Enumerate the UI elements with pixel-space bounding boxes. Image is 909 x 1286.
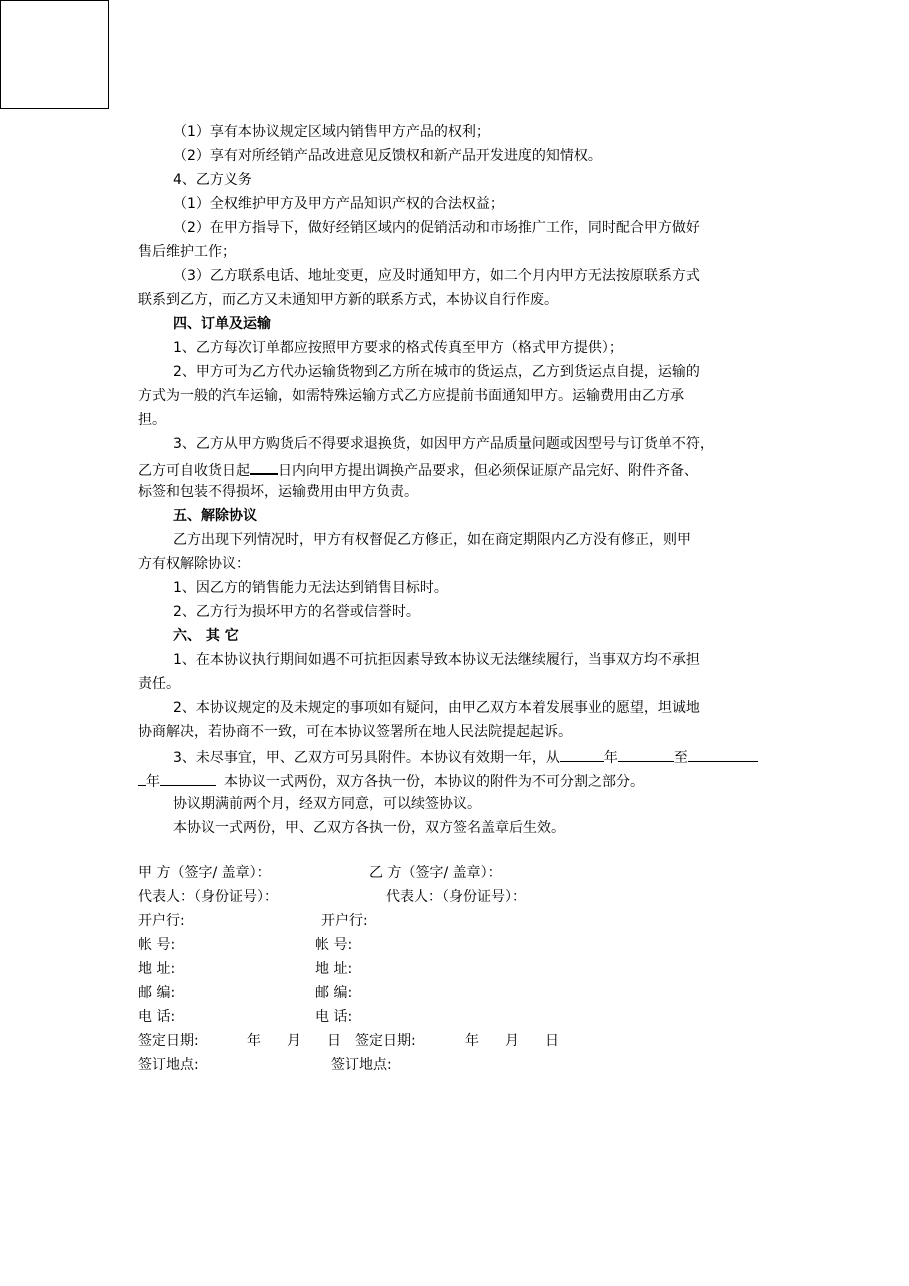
clause-line: 乙方出现下列情况时，甲方有权督促乙方修正，如在商定期限内乙方没有修正，则甲 [173,532,691,548]
clause-line: （1）享有本协议规定区域内销售甲方产品的权利； [173,124,490,140]
date-b-year: 年 [465,1033,479,1049]
place-b-label: 签订地点: [331,1057,392,1073]
rep-b-label: 代表人：（身份证号）： [386,889,526,905]
date-a-day: 日 [327,1033,341,1049]
address-b-label: 地 址: [315,961,353,977]
clause-line: 标签和包装不得损坏，运输费用由甲方负责。 [138,484,418,500]
clause-line: 1、在本协议执行期间如遇不可抗拒因素导致本协议无法继续履行，当事双方均不承担 [173,652,700,668]
clause-line [138,459,698,480]
section-heading: 五、解除协议 [173,508,257,524]
section-heading: 六、 其 它 [173,628,239,644]
clause-line: 协议期满前两个月，经双方同意，可以续签协议。 [173,796,481,812]
clause-line: 3、乙方从甲方购货后不得要求退换货，如因甲方产品质量问题或因型号与订货单不符， [173,436,714,452]
blank-start-year [560,747,604,762]
clause-text: 乙方可自收货日起 [138,463,250,479]
place-a-label: 签订地点: [138,1057,199,1073]
clause-line: 协商解决，若协商不一致，可在本协议签署所在地人民法院提起起诉。 [138,724,572,740]
clause-line [173,747,758,767]
clause-line: （3）乙方联系电话、地址变更，应及时通知甲方，如二个月内甲方无法按原联系方式 [173,268,700,284]
postcode-a-label: 邮 编: [138,985,176,1001]
date-a-month: 月 [287,1033,301,1049]
blank-end-year-tail [138,771,146,786]
blank-start-date [618,747,674,762]
section-heading: 四、订单及运输 [173,316,271,332]
date-b-day: 日 [545,1033,559,1049]
clause-line: 1、乙方每次订单都应按照甲方要求的格式传真至甲方（格式甲方提供）； [173,340,623,356]
clause-line: 担。 [138,412,166,428]
clause-text: 日内向甲方提出调换产品要求，但必须保证原产品完好、附件齐备、 [278,463,698,479]
phone-b-label: 电 话: [315,1009,353,1025]
clause-line: 本协议一式两份，甲、乙双方各执一份，双方签名盖章后生效。 [173,820,565,836]
clause-line: 2、乙方行为损坏甲方的名誉或信誉时。 [173,604,420,620]
blank-end-year [688,747,758,762]
date-a-label: 签定日期: [138,1033,199,1049]
clause-text: 年 [603,750,618,766]
account-a-label: 帐 号: [138,937,176,953]
clause-line: 联系到乙方，而乙方又未通知甲方新的联系方式，本协议自行作废。 [138,292,558,308]
date-b-month: 月 [505,1033,519,1049]
postcode-b-label: 邮 编: [315,985,353,1001]
clause-line: （2）在甲方指导下，做好经销区域内的促销活动和市场推广工作，同时配合甲方做好 [173,220,700,236]
clause-line: 2、甲方可为乙方代办运输货物到乙方所在城市的货运点，乙方到货运点自提，运输的 [173,364,700,380]
clause-line: 售后维护工作； [138,244,236,260]
address-a-label: 地 址: [138,961,176,977]
party-a-title: 甲 方（签字/ 盖章）： [138,865,271,881]
clause-line: 责任。 [138,676,180,692]
clause-line: （2）享有对所经销产品改进意见反馈权和新产品开发进度的知情权。 [173,148,602,164]
clause-line: 方有权解除协议： [138,556,250,572]
date-b-label: 签定日期: [355,1033,416,1049]
clause-text: 3、未尽事宜，甲、乙双方可另具附件。本协议有效期一年，从 [173,750,560,766]
clause-line: 方式为一般的汽车运输，如需特殊运输方式乙方应提前书面通知甲方。运输费用由乙方承 [138,388,684,404]
clause-line: （1）全权维护甲方及甲方产品知识产权的合法权益； [173,196,504,212]
date-a-year: 年 [247,1033,261,1049]
blank-days [250,459,278,475]
rep-a-label: 代表人：（身份证号）： [138,889,278,905]
clause-text: 年 [146,774,160,790]
bank-b-label: 开户行: [321,913,368,929]
blank-end-date [160,771,216,786]
clause-text: 本协议一式两份，双方各执一份，本协议的附件为不可分割之部分。 [224,774,644,790]
clause-text: 至 [673,750,688,766]
party-b-title: 乙 方（签字/ 盖章）： [369,865,502,881]
phone-a-label: 电 话: [138,1009,176,1025]
clause-line: 2、本协议规定的及未规定的事项如有疑问，由甲乙双方本着发展事业的愿望，坦诚地 [173,700,700,716]
bank-a-label: 开户行: [138,913,185,929]
clause-line [138,771,644,791]
corner-box [0,0,109,109]
clause-line: 1、因乙方的销售能力无法达到销售目标时。 [173,580,448,596]
section-heading: 4、乙方义务 [173,172,252,188]
account-b-label: 帐 号: [315,937,353,953]
